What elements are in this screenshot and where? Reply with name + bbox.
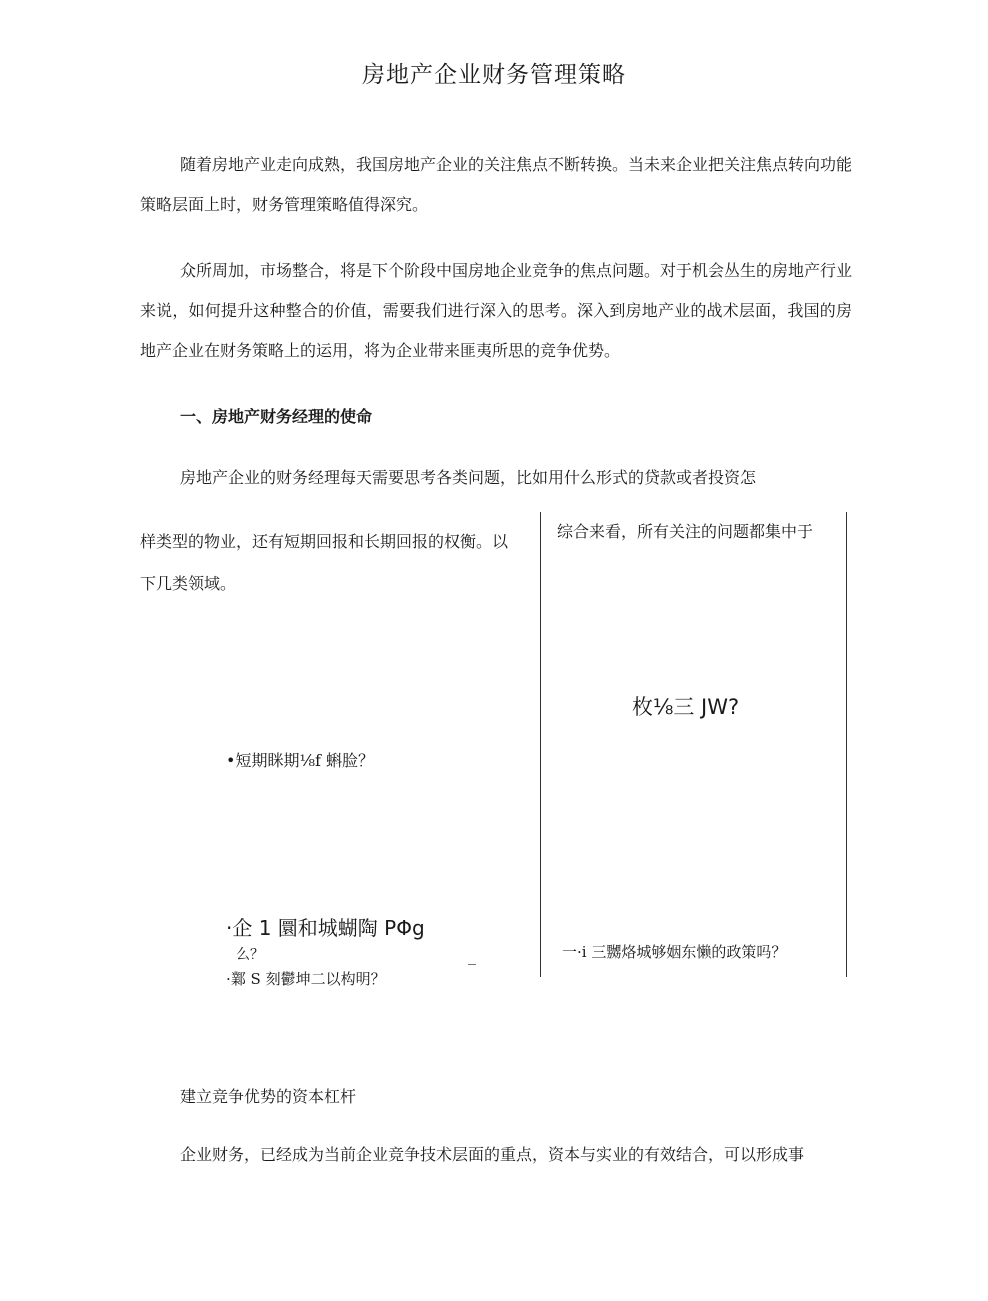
garbled-text-left-bottom-2: 么？ xyxy=(236,947,264,963)
section-heading-capital-leverage: 建立竞争优势的资本杠杆 xyxy=(180,1087,357,1106)
paragraph-cfo-left-line1: 样类型的物业，还有短期回报和长期回报的权衡。以 xyxy=(140,532,509,551)
paragraph-corporate-finance: 企业财务，已经成为当前企业竞争技术层面的重点，资本与实业的有效结合，可以形成事 xyxy=(180,1145,805,1164)
garbled-text-left-bottom: ·企 1 圜和城蝴陶 PΦg xyxy=(226,916,425,940)
right-border xyxy=(846,512,847,977)
bullet-short-term: •短期眯期⅛f 蝌脸？ xyxy=(226,751,374,770)
paragraph-cfo-left-line2: 下几类领域。 xyxy=(140,574,237,593)
paragraph-market: 众所周加，市场整合，将是下个阶段中国房地企业竞争的焦点问题。对于机会丛生的房地产行业来说，如何提升这种整合的价值，需要我们进行深入的思考。深入到房地产业的战术层面，我国的房地产企业在财务策略上的运用，将为企业带来匪夷所思的竞争优势。 xyxy=(140,261,853,360)
document-title: 房地产企业财务管理策略 xyxy=(362,62,626,88)
paragraph-cfo-line1: 房地产企业的财务经理每天需要思考各类问题，比如用什么形式的贷款或者投资怎 xyxy=(180,468,757,487)
section-heading-cfo-mission: 一、房地产财务经理的使命 xyxy=(180,407,373,426)
garbled-text-right-top: 枚⅛三 JW? xyxy=(632,695,740,719)
dash-mark: _ xyxy=(468,946,476,965)
paragraph-cfo-right: 综合来看，所有关注的问题都集中于 xyxy=(557,522,814,541)
column-divider xyxy=(540,512,541,977)
garbled-text-right-bottom: 一·i 三嬲烙城够姻东懒的政策吗？ xyxy=(562,943,787,961)
clipped-line-container xyxy=(226,966,526,988)
garbled-text-left-cut: ·鄴 S 刻鬱坤二以构明？ xyxy=(226,970,386,988)
paragraph-intro: 随着房地产业走向成熟，我国房地产企业的关注焦点不断转换。当未来企业把关注焦点转向功能策略层面上时，财务管理策略值得深究。 xyxy=(140,155,853,214)
